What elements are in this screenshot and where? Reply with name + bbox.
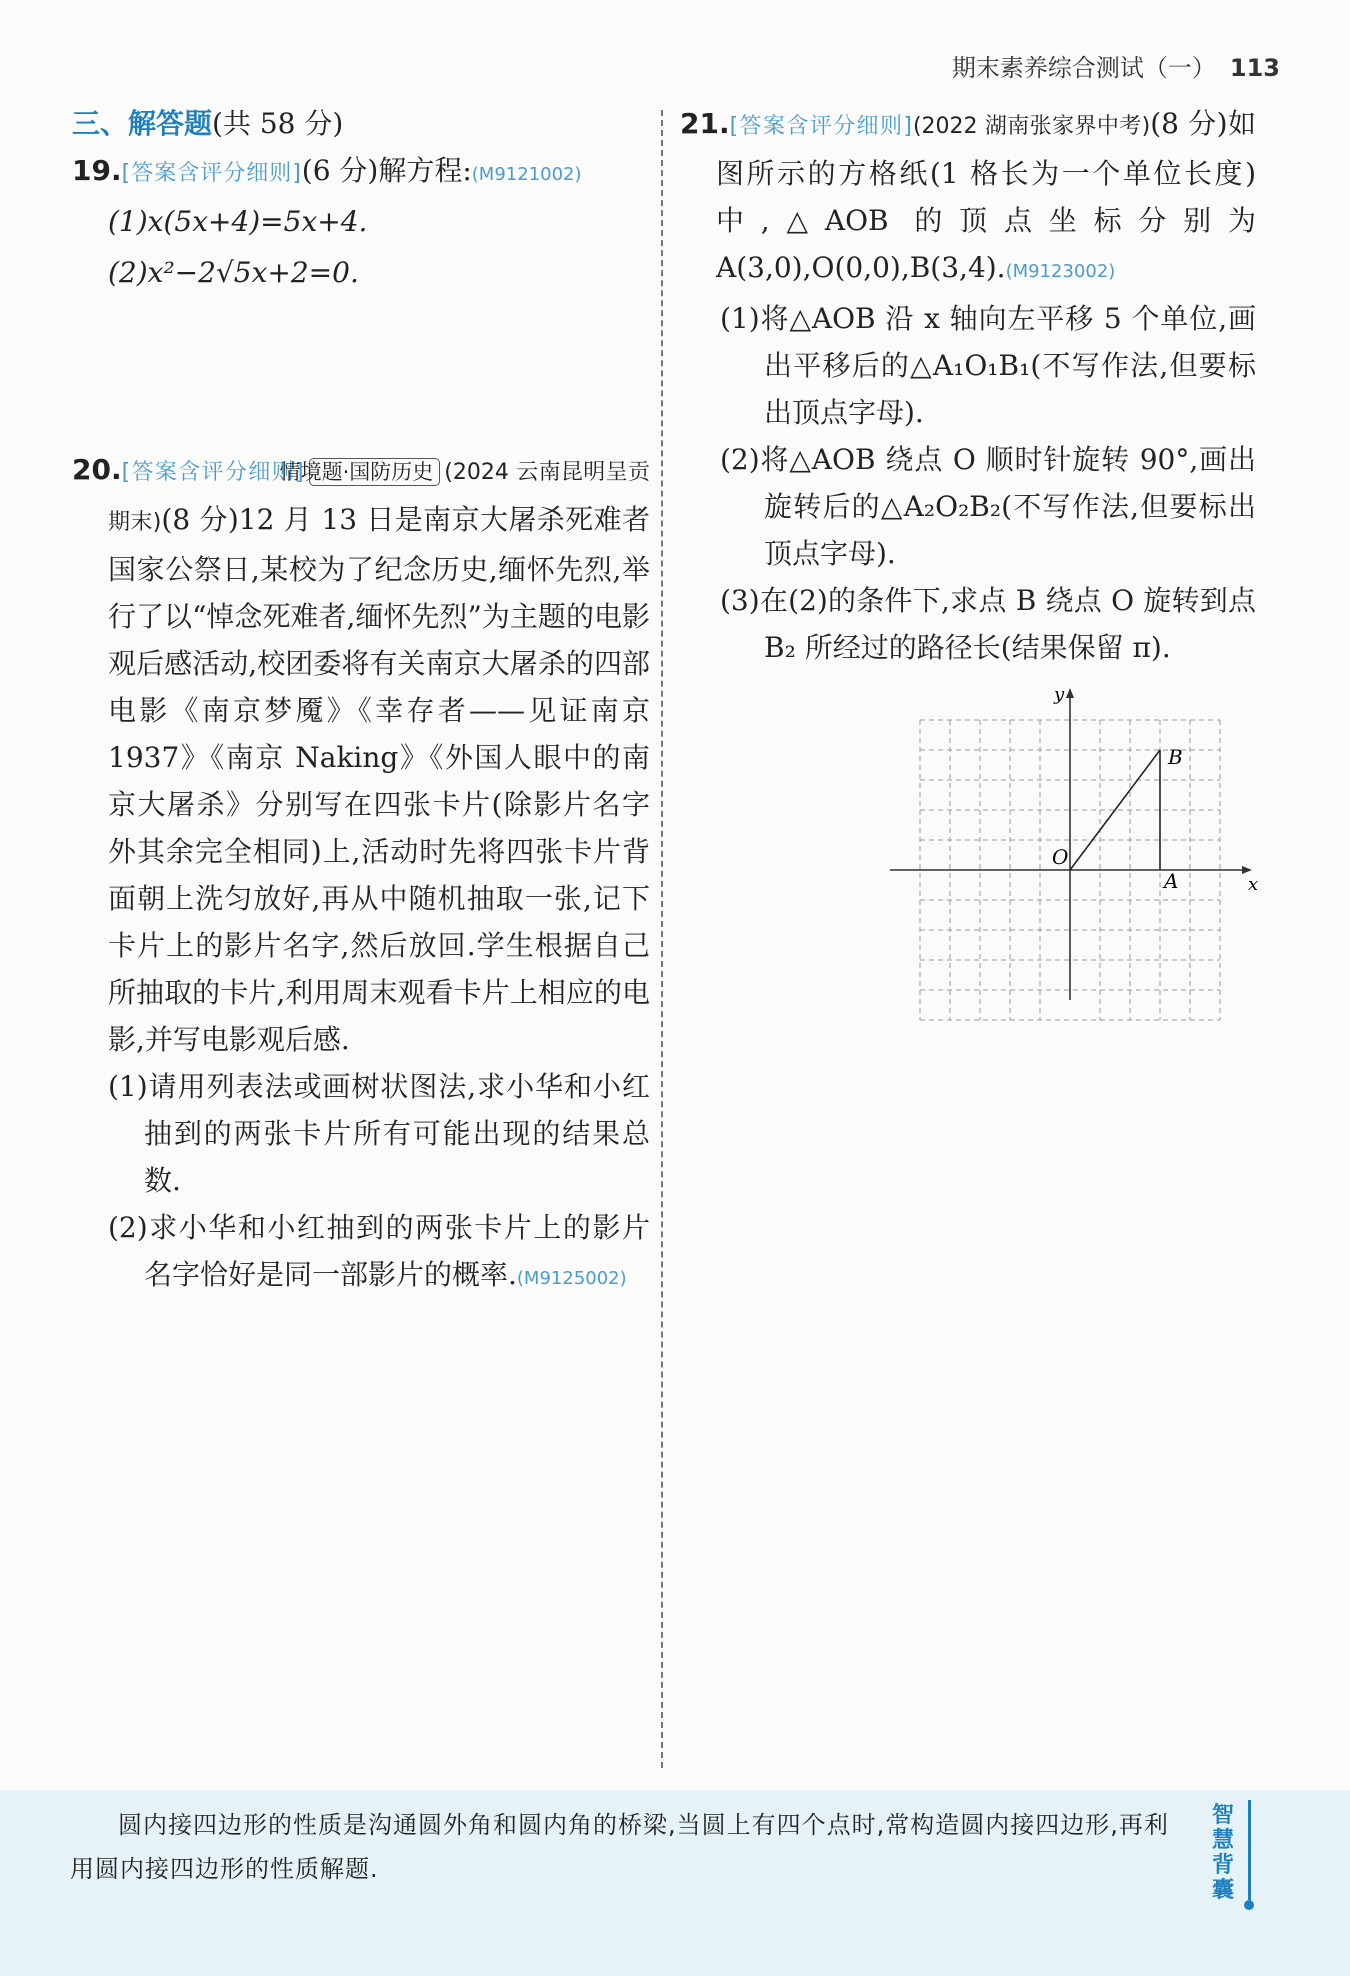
y-axis-arrow: [1066, 688, 1074, 698]
q21-tag[interactable]: [答案含评分细则]: [729, 114, 913, 139]
point-label-a: A: [1164, 869, 1179, 893]
section-heading: [72, 100, 650, 147]
coordinate-grid-svg: [880, 680, 1259, 1050]
q20-code[interactable]: (M9125002): [516, 1268, 627, 1289]
question-19: [72, 147, 650, 296]
q19-sub1: (1)x(5x+4)=5x+4.: [108, 205, 368, 238]
tip-label: 智慧背囊: [1211, 1803, 1234, 1903]
q20-number: 20.: [72, 453, 122, 486]
left-column: [72, 100, 650, 1302]
tip-accent-dot: [1244, 1900, 1254, 1910]
column-divider: [661, 110, 663, 1768]
q19-points: (6 分)解方程:: [301, 154, 472, 187]
section-title: 三、解答题: [72, 107, 213, 140]
page-header: [952, 48, 1280, 83]
q19-number: 19.: [72, 154, 122, 187]
question-20: [72, 446, 650, 1302]
q20-sub2: (2)求小华和小红抽到的两张卡片上的影片名字恰好是同一部影片的概率.: [108, 1211, 650, 1291]
tip-accent-bar: [1248, 1800, 1251, 1900]
q20-sub1: (1)请用列表法或画树状图法,求小华和小红抽到的两张卡片所有可能出现的结果总数.: [108, 1070, 650, 1197]
right-column: [680, 100, 1256, 671]
q20-sub2-wrap: [72, 1204, 650, 1302]
q21-body: (8 分)如图所示的方格纸(1 格长为一个单位长度)中,△AOB 的顶点坐标分别为 A(3,0),O(0,0),B(3,4).: [716, 107, 1256, 284]
q20-body: (8 分)12 月 13 日是南京大屠杀死难者国家公祭日,某校为了纪念历史,缅怀先烈,举行了以“悼念死难者,缅怀先烈”为主题的电影观后感活动,校团委将有关南京大屠杀的四部电影《南京梦魇》《幸存者——见证南京 1937》《南京 Naking》《外国人眼中的南京大屠杀》分别写在四张卡片(除影片名字外其余完全相同)上,活动时先将四张卡片背面朝上洗匀放好,再从中随机抽取一张,记下卡片上的影片名字,然后放回.学生根据自己所抽取的卡片,利用周末观看卡片上相应的电影,并写电影观后感.: [108, 503, 650, 1056]
point-label-b: B: [1168, 745, 1183, 769]
q20-box-tag: 情境题·国防历史: [309, 458, 441, 486]
q21-sub1: (1)将△AOB 沿 x 轴向左平移 5 个单位,画出平移后的△A₁O₁B₁(不写作法,但要标出顶点字母).: [720, 302, 1256, 429]
x-axis-label: x: [1248, 874, 1259, 895]
point-label-o: O: [1052, 845, 1069, 869]
q21-number: 21.: [680, 107, 730, 140]
q20-body-wrap: [72, 446, 650, 1063]
q21-code[interactable]: (M9123002): [1005, 261, 1116, 282]
q20-source: (2024 云南昆明呈贡期末): [108, 460, 650, 535]
q19-sub2: (2)x²−2√5x+2=0.: [108, 256, 359, 289]
section-meta: (共 58 分): [212, 107, 344, 140]
answer-space: [72, 296, 650, 446]
page-number: 113: [1229, 54, 1280, 82]
tip-text: 圆内接四边形的性质是沟通圆外角和圆内角的桥梁,当圆上有四个点时,常构造圆内接四边形,再利用圆内接四边形的性质解题.: [70, 1811, 1169, 1883]
q19-tag[interactable]: [答案含评分细则]: [121, 161, 302, 186]
q20-tag[interactable]: [答案含评分细则]: [121, 460, 305, 485]
question-21: [680, 100, 1256, 295]
y-axis-label: y: [1054, 684, 1065, 705]
q21-source: (2022 湖南张家界中考): [912, 114, 1151, 139]
header-title: 期末素养综合测试（一）: [951, 54, 1216, 82]
x-axis-arrow: [1242, 866, 1252, 874]
coordinate-figure: [880, 680, 1259, 1050]
q21-sub3: (3)在(2)的条件下,求点 B 绕点 O 旋转到点 B₂ 所经过的路径长(结果保留 π).: [720, 584, 1256, 664]
q21-sub2: (2)将△AOB 绕点 O 顺时针旋转 90°,画出旋转后的△A₂O₂B₂(不写作法,但要标出顶点字母).: [720, 443, 1256, 570]
q19-code[interactable]: (M9121002): [471, 164, 582, 185]
